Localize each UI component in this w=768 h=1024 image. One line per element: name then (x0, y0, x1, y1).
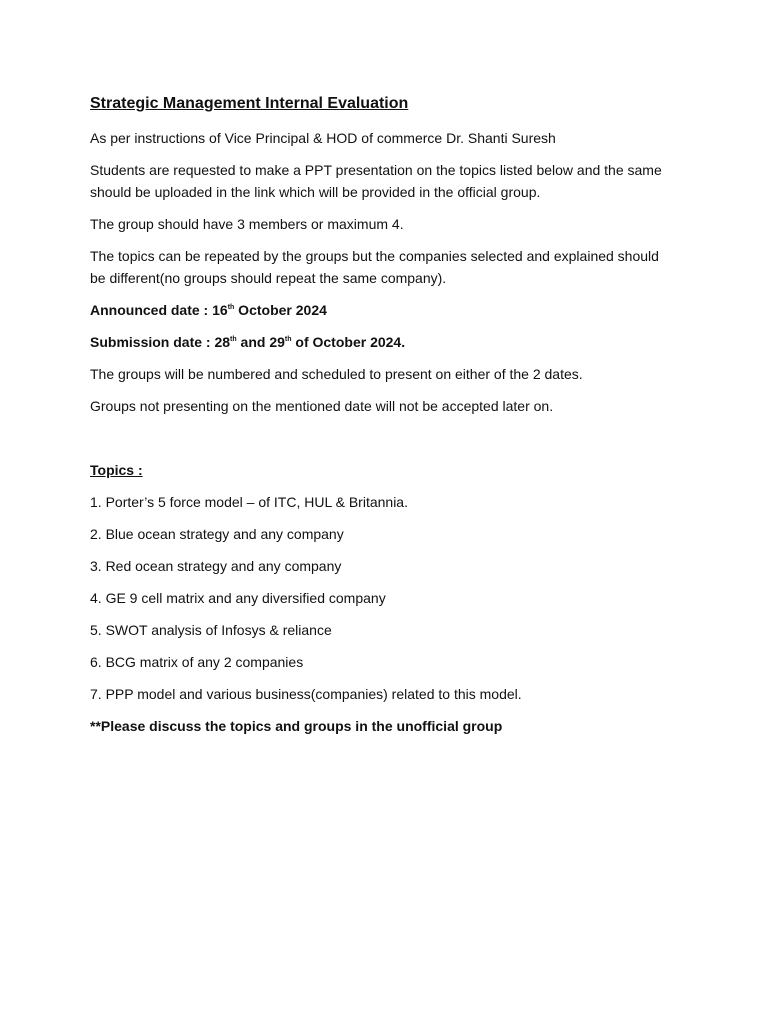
announced-date-label: Announced date : 16 (90, 302, 228, 318)
topic-item: 6. BCG matrix of any 2 companies (90, 654, 304, 670)
instruction-line: As per instructions of Vice Principal & HOD of commerce Dr. Shanti Suresh (90, 130, 556, 146)
submission-date (90, 331, 670, 353)
submission-date-rest: of October 2024. (291, 334, 406, 350)
topic-item: 3. Red ocean strategy and any company (90, 558, 342, 574)
topic-item: 7. PPP model and various business(companies) related to this model. (90, 686, 522, 702)
topic-item: 2. Blue ocean strategy and any company (90, 526, 344, 542)
late-paragraph: Groups not presenting on the mentioned date will not be accepted later on. (90, 398, 554, 414)
document-body (90, 93, 670, 747)
topic-item: 1. Porter’s 5 force model – of ITC, HUL & Britannia. (90, 494, 408, 510)
group-size-paragraph: The group should have 3 members or maximum 4. (90, 216, 404, 232)
request-paragraph: Students are requested to make a PPT presentation on the topics listed below and the same should be uploaded in the link which will be provided in the official group. (90, 162, 662, 200)
announced-date (90, 299, 670, 321)
submission-date-label: Submission date : 28 (90, 334, 231, 350)
announced-date-rest: October 2024 (234, 302, 327, 318)
repeat-rule-paragraph: The topics can be repeated by the groups but the companies selected and explained should be different(no groups should repeat the same company). (90, 248, 659, 286)
document-title: Strategic Management Internal Evaluation (90, 95, 409, 112)
announced-date-suffix: th (227, 304, 235, 311)
submission-date-suffix-1: th (230, 336, 237, 343)
topic-item: 5. SWOT analysis of Infosys & reliance (90, 622, 332, 638)
schedule-paragraph: The groups will be numbered and scheduled to present on either of the 2 dates. (90, 366, 583, 382)
topic-item: 4. GE 9 cell matrix and any diversified company (90, 590, 386, 606)
submission-date-mid: and 29 (236, 334, 285, 350)
topics-heading: Topics : (90, 462, 143, 478)
blank-line (90, 427, 670, 459)
closing-note: **Please discuss the topics and groups in the unofficial group (90, 718, 503, 734)
submission-date-suffix-2: th (284, 336, 292, 343)
